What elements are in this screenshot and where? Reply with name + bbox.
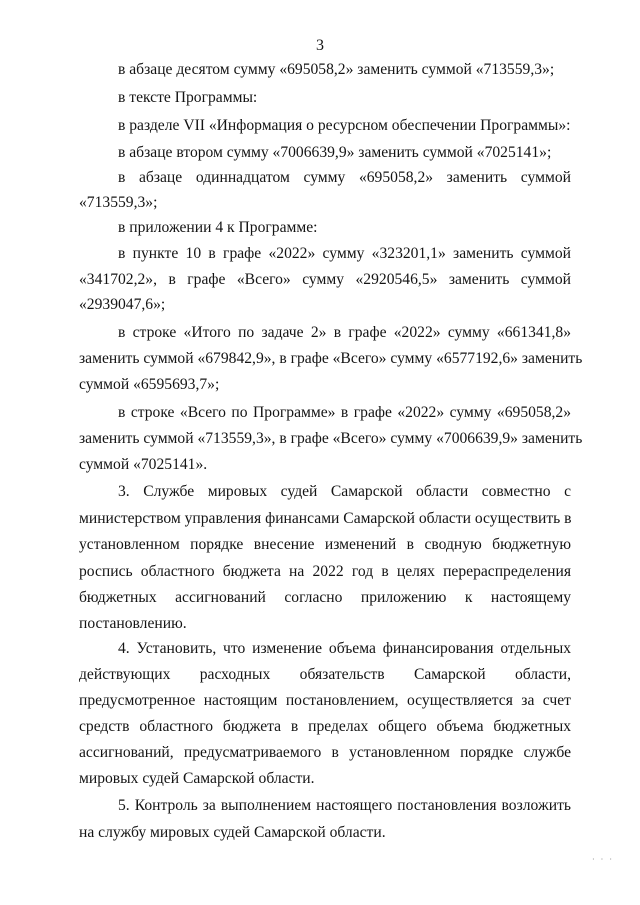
text-line: в строке «Итого по задаче 2» в графе «2022» сумму «661341,8»: [118, 324, 571, 341]
text-line: бюджетных ассигнований согласно приложению к настоящему: [79, 589, 571, 606]
text-line: 3. Службе мировых судей Самарской области совместно с: [118, 483, 571, 500]
scan-speckles: · · ·: [592, 855, 614, 864]
text-line: заменить суммой «713559,3», в графе «Всего» сумму «7006639,9» заменить: [79, 430, 583, 447]
text-line: постановлению.: [79, 615, 187, 632]
text-line: в пункте 10 в графе «2022» сумму «323201,1» заменить суммой: [118, 245, 571, 262]
text-line: в абзаце одиннадцатом сумму «695058,2» заменить суммой: [118, 169, 571, 186]
text-line: в абзаце десятом сумму «695058,2» заменить суммой «713559,3»;: [118, 61, 555, 78]
text-line: мировых судей Самарской области.: [79, 770, 315, 787]
text-line: средств областного бюджета в пределах общего объема бюджетных: [79, 718, 571, 735]
text-line: роспись областного бюджета на 2022 год в целях перераспределения: [79, 563, 571, 580]
text-line: 4. Установить, что изменение объема финансирования отдельных: [118, 640, 571, 657]
text-line: в строке «Всего по Программе» в графе «2022» сумму «695058,2»: [118, 404, 571, 421]
text-line: действующих расходных обязательств Самарской области,: [79, 666, 571, 683]
page-number: 3: [316, 37, 324, 54]
text-line: министерством управления финансами Самарской области осуществить в: [79, 510, 572, 527]
text-line: на службу мировых судей Самарской области.: [79, 824, 386, 841]
text-line: в тексте Программы:: [118, 89, 258, 106]
text-line: в абзаце втором сумму «7006639,9» заменить суммой «7025141»;: [118, 144, 552, 161]
text-line: в разделе VII «Информация о ресурсном обеспечении Программы»:: [118, 117, 571, 134]
text-line: «341702,2», в графе «Всего» сумму «2920546,5» заменить суммой: [79, 271, 571, 288]
text-line: установленном порядке внесение изменений в сводную бюджетную: [79, 536, 571, 553]
text-line: суммой «7025141».: [79, 456, 208, 473]
text-line: ассигнований, предусматриваемого в установленном порядке службе: [79, 744, 571, 761]
text-line: суммой «6595693,7»;: [79, 376, 220, 393]
text-line: в приложении 4 к Программе:: [118, 219, 318, 236]
text-line: 5. Контроль за выполнением настоящего постановления возложить: [118, 797, 571, 814]
text-line: заменить суммой «679842,9», в графе «Всего» сумму «6577192,6» заменить: [79, 350, 583, 367]
text-line: «2939047,6»;: [79, 296, 166, 313]
text-line: предусмотренное настоящим постановлением, осуществляется за счет: [79, 692, 571, 709]
text-line: «713559,3»;: [79, 194, 158, 211]
